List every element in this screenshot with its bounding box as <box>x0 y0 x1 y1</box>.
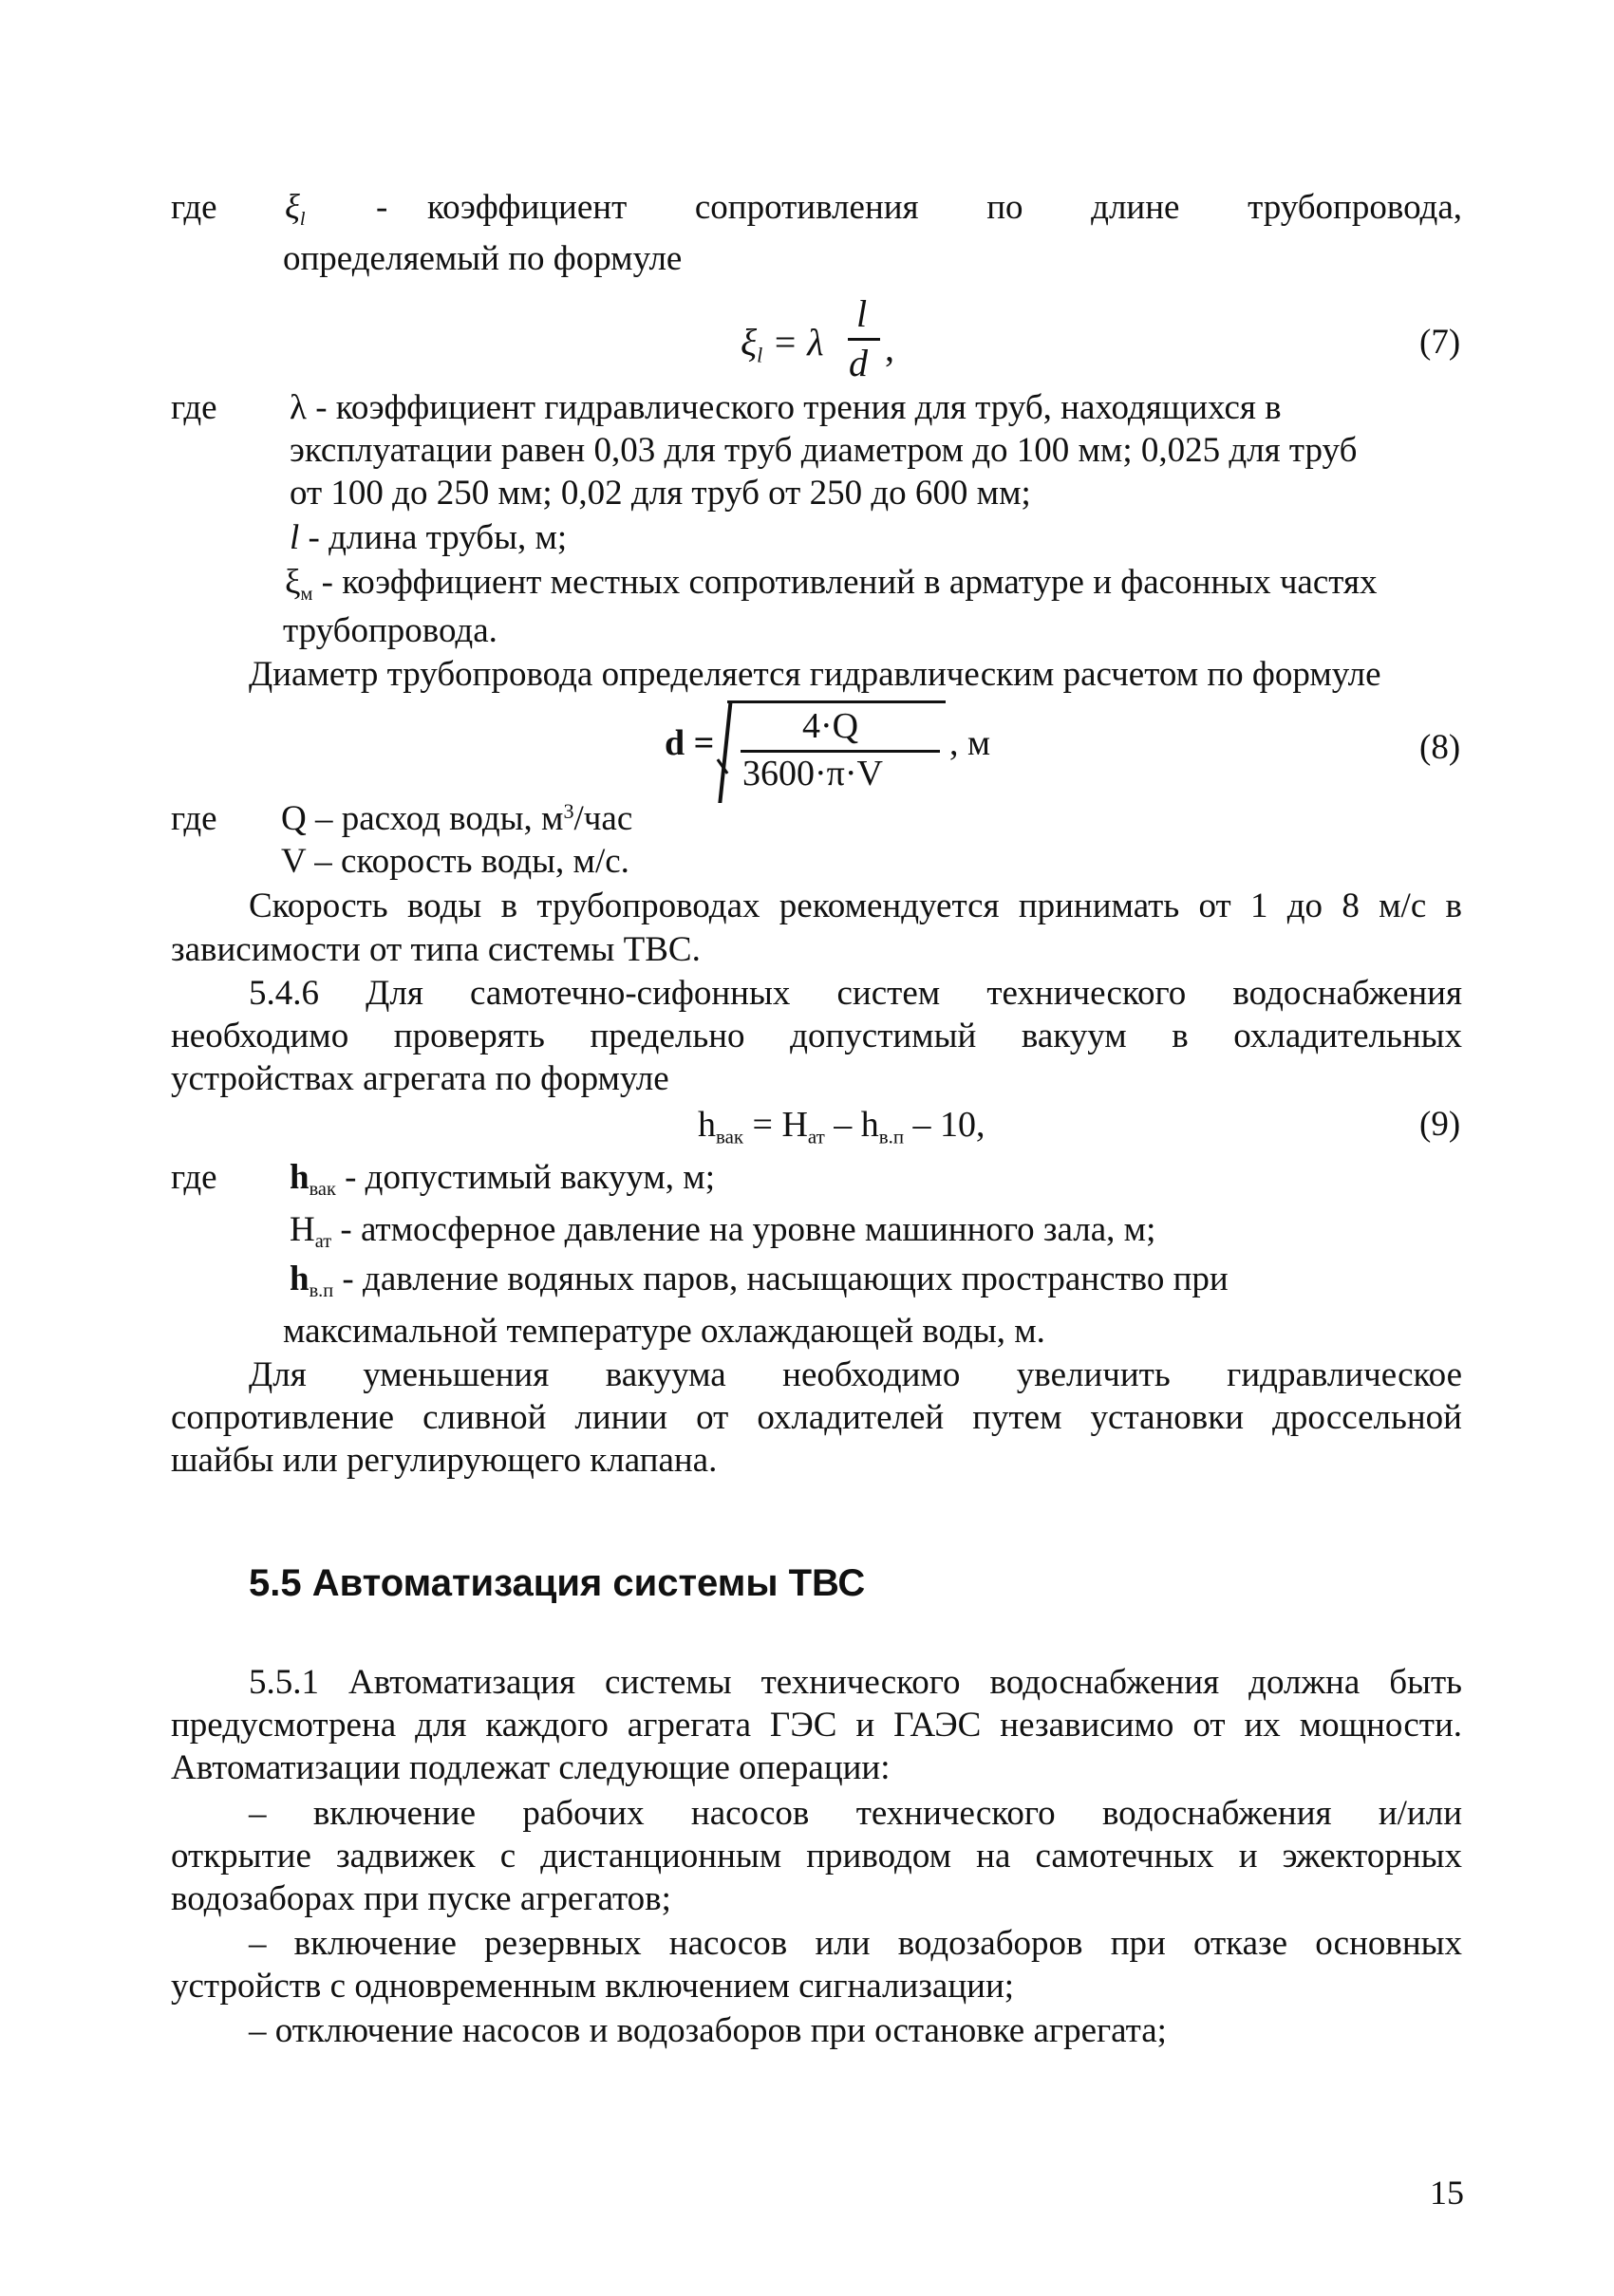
l-definition: l - длина трубы, м; <box>290 518 568 557</box>
xi-m-definition: $\xi_м$ - коэффициент местных сопротивлений в арматуре и фасонных частях <box>285 563 1378 606</box>
formula-7-denominator: d <box>849 342 868 384</box>
v-definition: V – скорость воды, м/с. <box>281 842 629 881</box>
page-number: 15 <box>1430 2174 1464 2212</box>
formula-8 <box>665 693 1044 807</box>
formula-7-comma: , <box>885 327 894 369</box>
xi-l-definition: коэффициент сопротивления по длине трубопровода, <box>427 188 1462 227</box>
formula-9: $h_{вак} = H_{ат} - h_{в.п} - 10$, <box>698 1105 985 1148</box>
xi-l-definition-cont: определяемый по формуле <box>283 239 683 278</box>
radical-sign <box>718 700 732 803</box>
formula-7-numerator: l <box>856 292 868 335</box>
where-label: где <box>171 388 217 427</box>
clause-5-4-6-line2: необходимо проверять предельно допустимый вакуум в охладительных <box>171 1017 1462 1055</box>
h-vak-definition: $h_{вак}$ - допустимый вакуум, м; <box>290 1158 715 1201</box>
list-item-1-line3: водозаборах при пуске агрегатов; <box>171 1879 671 1918</box>
speed-paragraph-line1: Скорость воды в трубопроводах рекомендуется принимать от 1 до 8 м/с в <box>249 887 1462 925</box>
clause-5-5-1-line1: 5.5.1 Автоматизация системы технического водоснабжения должна быть <box>249 1663 1462 1702</box>
formula-7-lhs: $\xi_l = \lambda$ <box>741 321 824 367</box>
formula-8-denominator: 3600·π·V <box>742 754 883 793</box>
clause-5-4-6-line1: 5.4.6 Для самотечно-сифонных систем технического водоснабжения <box>249 974 1462 1013</box>
diameter-intro: Диаметр трубопровода определяется гидравлическим расчетом по формуле <box>249 655 1381 694</box>
vacuum-paragraph-line2: сопротивление сливной линии от охладителей путем установки дроссельной <box>171 1398 1462 1437</box>
lambda-definition-line2: эксплуатации равен 0,03 для труб диаметром до 100 мм; 0,025 для труб <box>290 431 1358 470</box>
lambda-definition-line1: λ - коэффициент гидравлического трения для труб, находящихся в <box>290 388 1282 427</box>
clause-5-5-1-line2: предусмотрена для каждого агрегата ГЭС и ГАЭС независимо от их мощности. <box>171 1706 1462 1745</box>
speed-paragraph-line2: зависимости от типа системы ТВС. <box>171 930 701 969</box>
list-item-3-line1: – отключение насосов и водозаборов при остановке агрегата; <box>249 2011 1167 2050</box>
lambda-definition-line3: от 100 до 250 мм; 0,02 для труб от 250 до 600 мм; <box>290 474 1031 513</box>
formula-7 <box>741 292 902 397</box>
xi-l-dash: - <box>376 188 388 227</box>
h-vp-definition: $h_{в.п}$ - давление водяных паров, насыщающих пространство при <box>290 1260 1229 1302</box>
formula-8-numerator: 4·Q <box>802 706 859 746</box>
list-item-2-line2: устройств с одновременным включением сигнализации; <box>171 1967 1015 2006</box>
equation-number-8: (8) <box>1419 728 1461 767</box>
fraction-bar <box>848 338 880 341</box>
equation-number-7: (7) <box>1419 323 1461 362</box>
equation-number-9: (9) <box>1419 1105 1461 1144</box>
where-label: где <box>171 188 217 227</box>
list-item-1-line1: – включение рабочих насосов технического водоснабжения и/или <box>249 1794 1462 1833</box>
where-label: где <box>171 1158 217 1197</box>
q-definition: Q – расход воды, $м^3$/час <box>281 798 633 838</box>
section-heading: 5.5 Автоматизация системы ТВС <box>249 1562 866 1604</box>
where-label: где <box>171 799 217 838</box>
formula-8-lhs: d = <box>665 723 715 763</box>
formula-8-unit: , м <box>949 723 991 763</box>
clause-5-4-6-line3: устройствах агрегата по формуле <box>171 1059 669 1098</box>
h-at-definition: $H_{ат}$ - атмосферное давление на уровне машинного зала, м; <box>290 1210 1156 1253</box>
clause-5-5-1-line3: Автоматизации подлежат следующие операции: <box>171 1748 891 1787</box>
vacuum-paragraph-line1: Для уменьшения вакуума необходимо увеличить гидравлическое <box>249 1355 1462 1394</box>
h-vp-definition-cont: максимальной температуре охлаждающей воды, м. <box>283 1312 1045 1351</box>
vacuum-paragraph-line3: шайбы или регулирующего клапана. <box>171 1441 718 1480</box>
xi-m-definition-cont: трубопровода. <box>283 611 497 650</box>
list-item-1-line2: открытие задвижек с дистанционным приводом на самотечных и эжекторных <box>171 1837 1462 1876</box>
radical-overline <box>727 700 946 703</box>
xi-l-symbol: $\xi_l$ <box>285 188 306 231</box>
list-item-2-line1: – включение резервных насосов или водозаборов при отказе основных <box>249 1924 1462 1963</box>
